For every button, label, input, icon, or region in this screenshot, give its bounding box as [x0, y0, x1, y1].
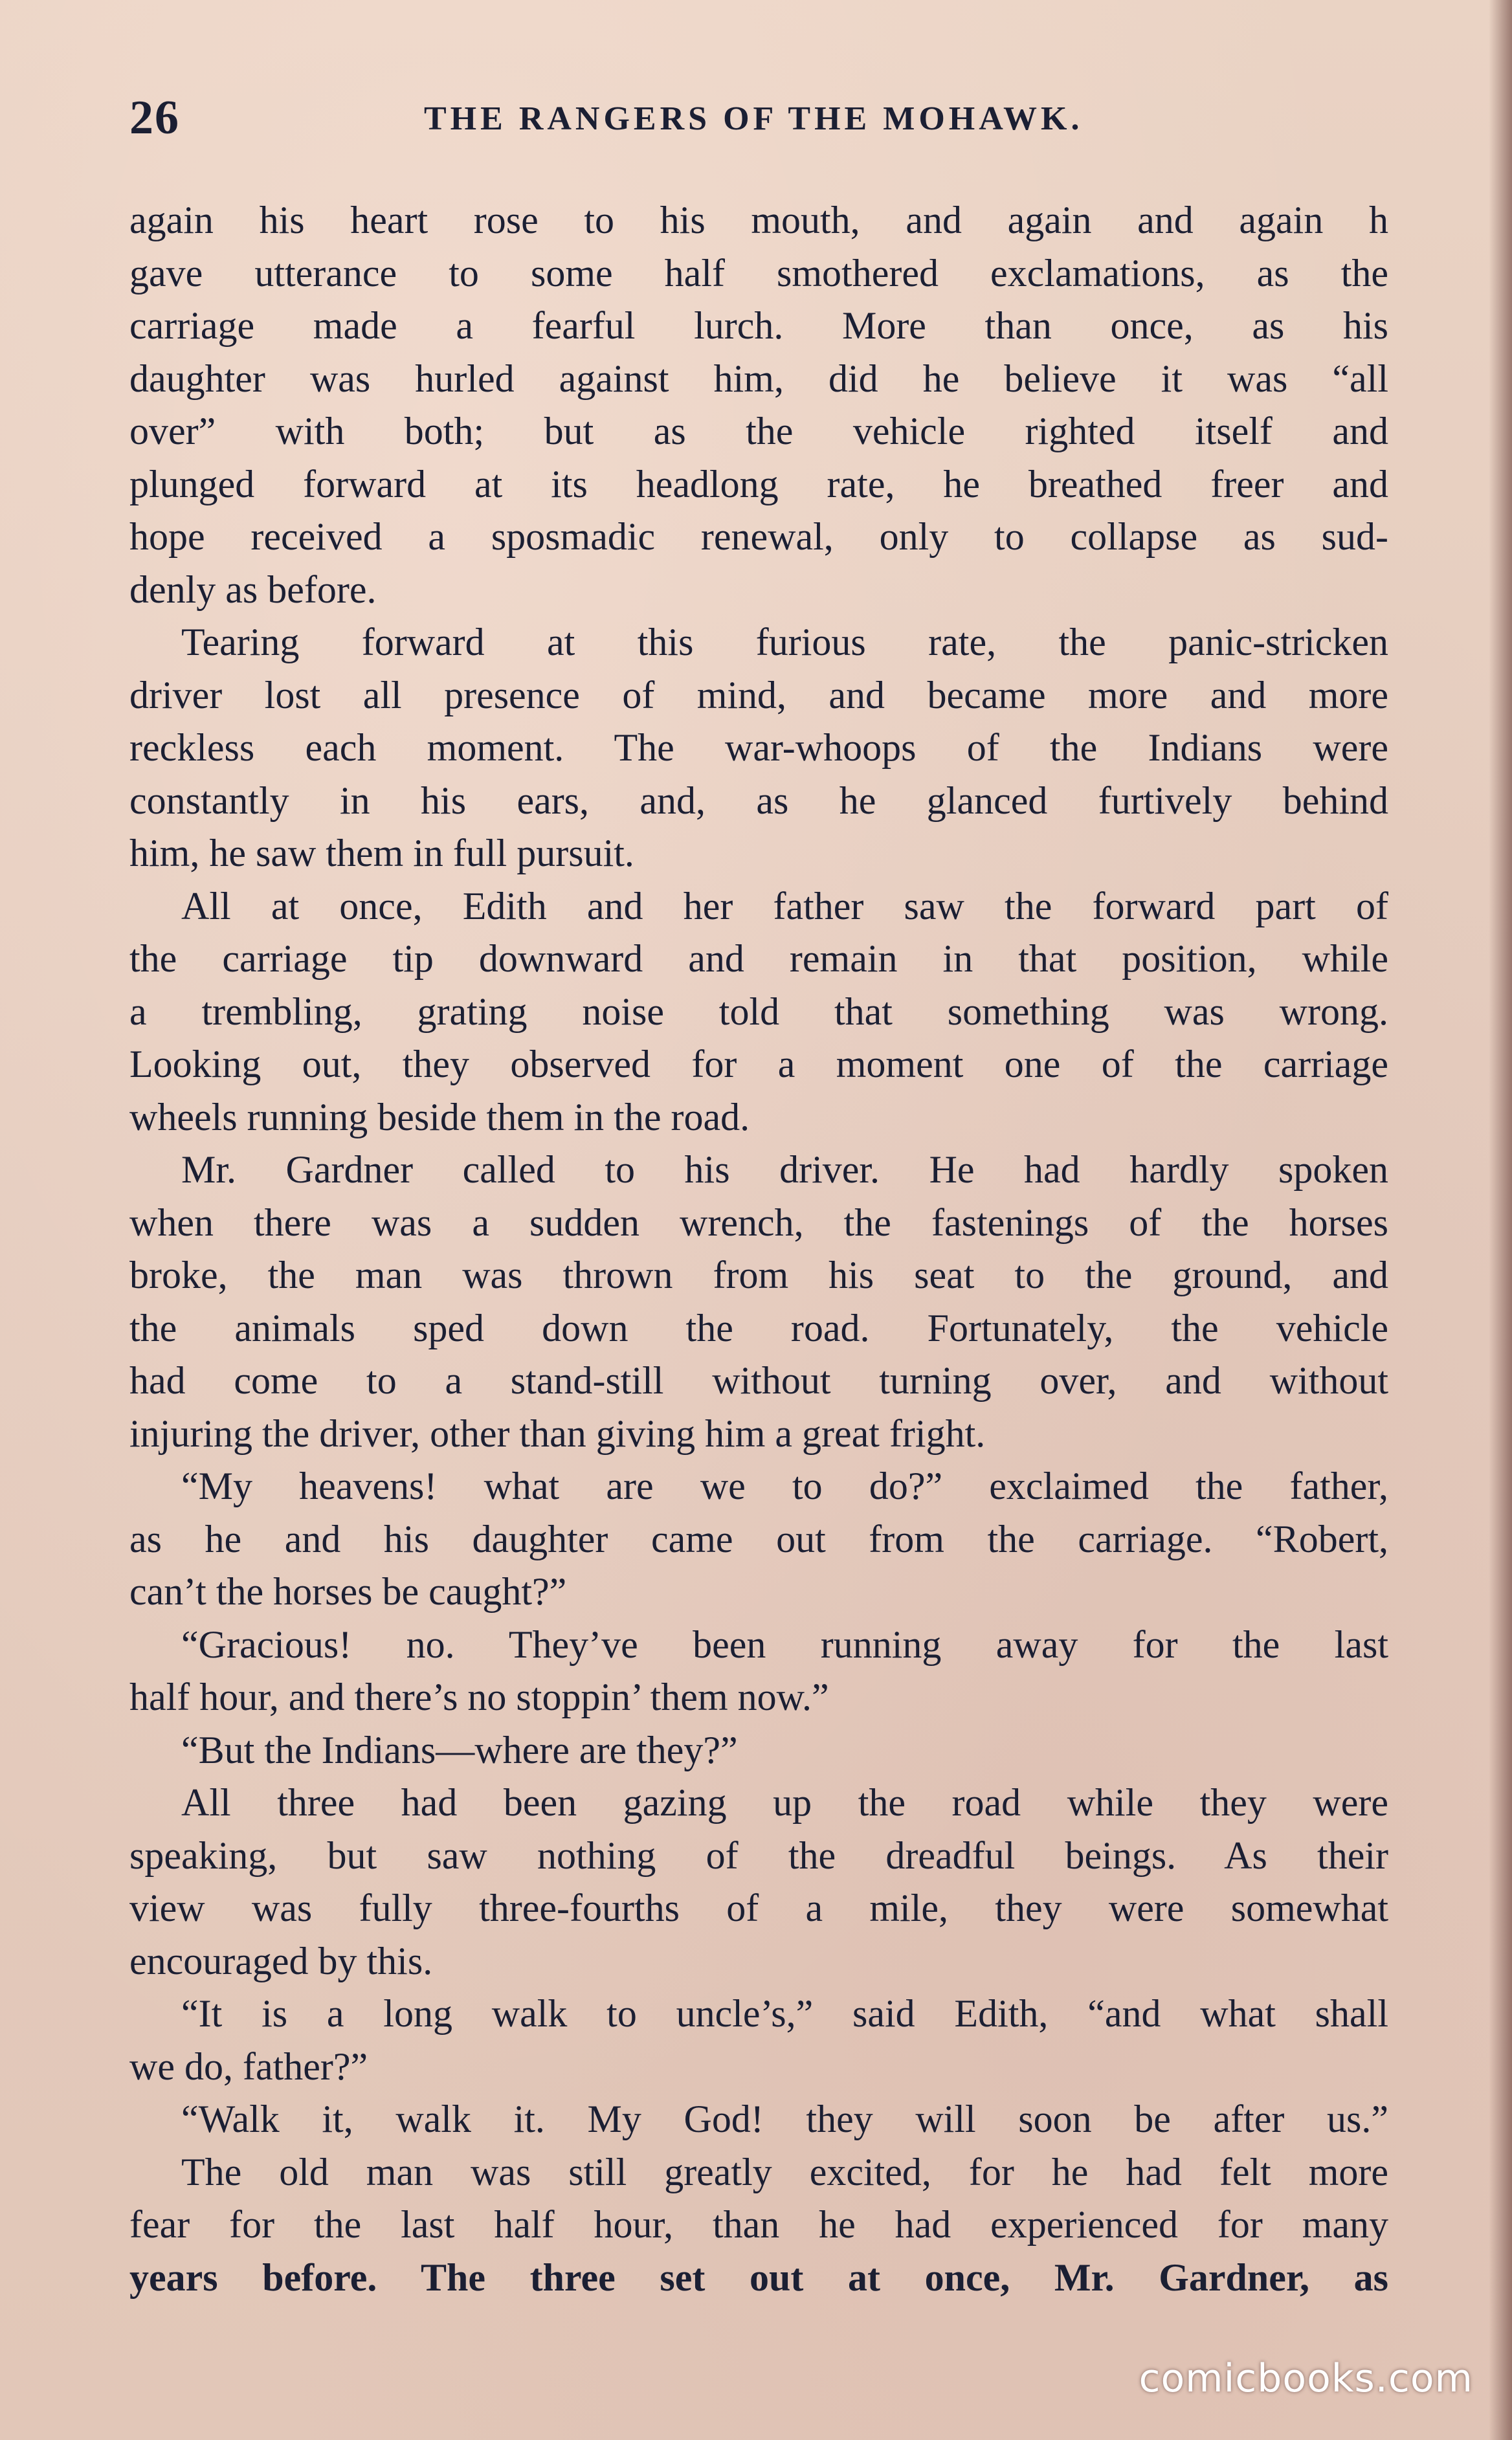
text-line: encouraged by this.: [129, 1939, 433, 1982]
text-line: hope received a sposmadic renewal, only to collapse as sud-: [129, 515, 1388, 558]
text-line: All at once, Edith and her father saw the forward part of: [181, 884, 1388, 927]
watermark: comicbooks.com: [1139, 2356, 1473, 2401]
text-line: a trembling, grating noise told that something was wrong.: [129, 990, 1388, 1033]
text-line: “Gracious! no. They’ve been running away for the last: [181, 1623, 1388, 1666]
text-line: denly as before.: [129, 568, 377, 611]
text-line: reckless each moment. The war-whoops of the Indians were: [129, 726, 1388, 769]
text-line: daughter was hurled against him, did he believe it was “all: [129, 357, 1388, 400]
text-line: when there was a sudden wrench, the fastenings of the horses: [129, 1201, 1388, 1244]
text-line: constantly in his ears, and, as he glanced furtively behind: [129, 779, 1388, 822]
text-line: years before. The three set out at once, Mr. Gardner, as: [129, 2256, 1388, 2299]
text-line: plunged forward at its headlong rate, he breathed freer and: [129, 462, 1388, 505]
text-line: wheels running beside them in the road.: [129, 1095, 750, 1138]
text-line: the carriage tip downward and remain in that position, while: [129, 937, 1388, 980]
text-line: “It is a long walk to uncle’s,” said Edith, “and what shall: [181, 1992, 1388, 2035]
text-line: speaking, but saw nothing of the dreadful beings. As their: [129, 1834, 1388, 1877]
text-line: Tearing forward at this furious rate, the panic-stricken: [181, 621, 1388, 663]
text-line: had come to a stand-still without turning over, and without: [129, 1359, 1388, 1402]
text-line: broke, the man was thrown from his seat to the ground, and: [129, 1254, 1388, 1296]
text-line: can’t the horses be caught?”: [129, 1570, 567, 1613]
text-line: again his heart rose to his mouth, and again and again h: [129, 199, 1388, 241]
text-line: as he and his daughter came out from the carriage. “Robert,: [129, 1517, 1388, 1560]
text-line: All three had been gazing up the road while they were: [181, 1781, 1388, 1824]
text-line: we do, father?”: [129, 2045, 368, 2088]
text-line: gave utterance to some half smothered exclamations, as the: [129, 251, 1388, 294]
running-title: THE RANGERS OF THE MOHAWK.: [424, 100, 1084, 137]
text-line: The old man was still greatly excited, for he had felt more: [181, 2150, 1388, 2193]
text-line: view was fully three-fourths of a mile, they were somewhat: [129, 1887, 1388, 1929]
text-line: the animals sped down the road. Fortunately, the vehicle: [129, 1306, 1388, 1349]
text-line: driver lost all presence of mind, and became more and more: [129, 673, 1388, 716]
text-line: Mr. Gardner called to his driver. He had hardly spoken: [181, 1148, 1388, 1191]
body-text: [129, 194, 1388, 2304]
page-gutter-shadow: [1489, 0, 1512, 2440]
text-line: injuring the driver, other than giving him a great fright.: [129, 1412, 986, 1455]
text-line: Looking out, they observed for a moment one of the carriage: [129, 1043, 1388, 1085]
text-line: “My heavens! what are we to do?” exclaimed the father,: [181, 1465, 1388, 1507]
text-line: “But the Indians—where are they?”: [181, 1728, 738, 1771]
text-line: fear for the last half hour, than he had experienced for many: [129, 2203, 1388, 2246]
text-line: “Walk it, walk it. My God! they will soon be after us.”: [181, 2098, 1388, 2140]
text-line: carriage made a fearful lurch. More than once, as his: [129, 304, 1388, 347]
page-header: [129, 91, 1392, 142]
text-line: over” with both; but as the vehicle righted itself and: [129, 410, 1388, 452]
text-line: him, he saw them in full pursuit.: [129, 832, 634, 874]
page-number: 26: [129, 91, 180, 144]
text-line: half hour, and there’s no stoppin’ them now.”: [129, 1676, 829, 1718]
